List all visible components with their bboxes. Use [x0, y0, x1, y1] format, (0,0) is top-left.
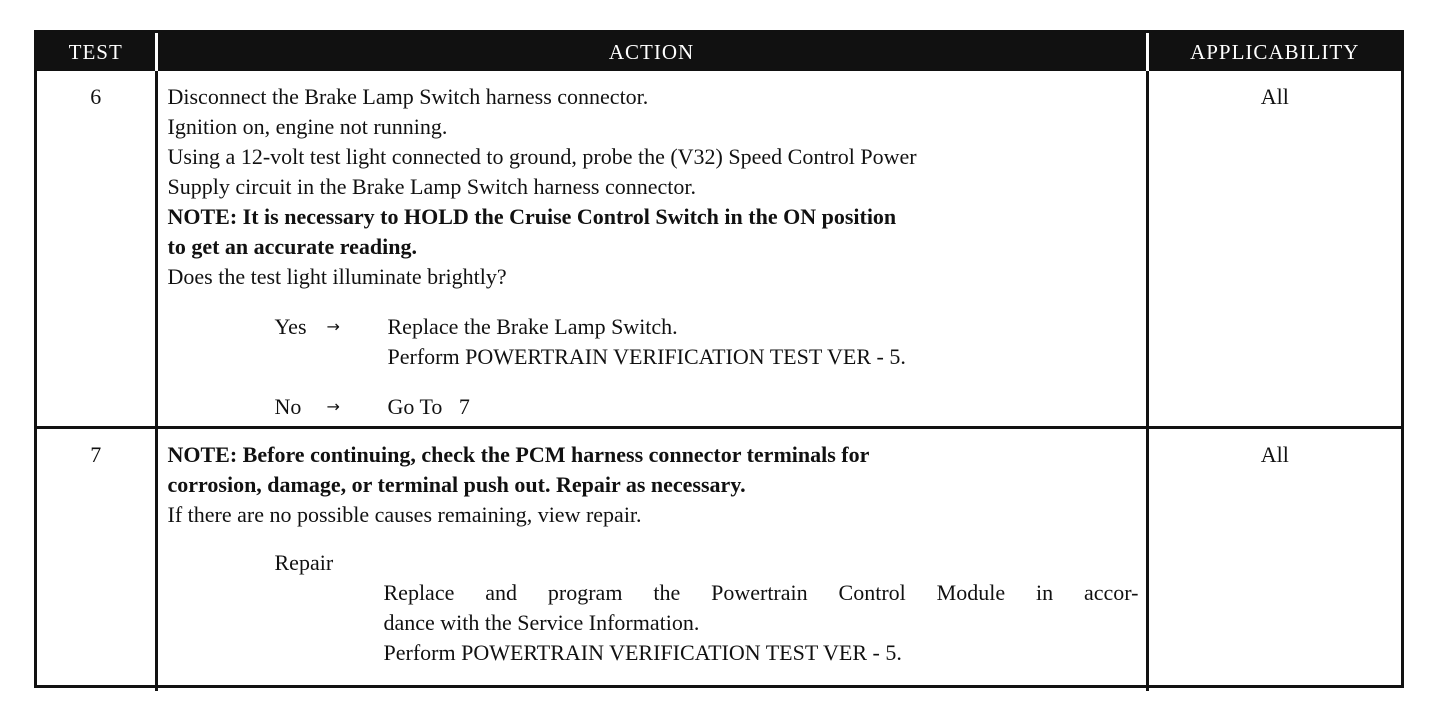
- header-action: ACTION: [156, 33, 1147, 71]
- note-line: to get an accurate reading.: [167, 234, 417, 259]
- applicability-value: All: [1147, 71, 1401, 427]
- yes-result-continued: Perform POWERTRAIN VERIFICATION TEST VER - 5.: [387, 344, 906, 369]
- applicability-value: All: [1147, 427, 1401, 691]
- note-line: NOTE: It is necessary to HOLD the Cruise Control Switch in the ON position: [167, 204, 897, 229]
- note-line: NOTE: Before continuing, check the PCM harness connector terminals for: [167, 441, 870, 467]
- diagnostic-table: [37, 33, 1401, 691]
- right-arrow-icon: →: [326, 317, 340, 336]
- table-row-test-6: [37, 71, 1401, 427]
- test-number: 7: [37, 427, 156, 691]
- diagnostic-table-frame: [34, 30, 1404, 688]
- question-line: Does the test light illuminate brightly?: [167, 264, 507, 289]
- action-line: Disconnect the Brake Lamp Switch harness connector.: [167, 84, 649, 109]
- repair-label: Repair: [274, 549, 334, 575]
- yes-label: Yes: [274, 314, 307, 339]
- table-header-row: [37, 33, 1401, 71]
- repair-line: dance with the Service Information.: [383, 609, 700, 635]
- no-result: Go To 7: [387, 394, 470, 419]
- test-number: 6: [90, 84, 102, 109]
- repair-line: Perform POWERTRAIN VERIFICATION TEST VER - 5.: [383, 639, 902, 665]
- header-test: TEST: [37, 33, 156, 71]
- action-cell: [156, 71, 1147, 427]
- note-line: corrosion, damage, or terminal push out. Repair as necessary.: [167, 471, 746, 497]
- action-line: If there are no possible causes remaining, view repair.: [167, 501, 642, 527]
- action-line: Supply circuit in the Brake Lamp Switch harness connector.: [167, 174, 696, 199]
- repair-line: Replace and program the Powertrain Control Module in accor-: [383, 579, 1139, 605]
- action-line: Ignition on, engine not running.: [167, 114, 448, 139]
- header-applicability: APPLICABILITY: [1147, 33, 1401, 71]
- yes-result: Replace the Brake Lamp Switch.: [387, 314, 678, 339]
- action-line: Using a 12-volt test light connected to ground, probe the (V32) Speed Control Power: [167, 144, 917, 169]
- repair-instructions: [384, 578, 1140, 668]
- right-arrow-icon: →: [326, 397, 340, 416]
- table-row-test-7: [37, 427, 1401, 691]
- no-label: No: [274, 394, 302, 419]
- no-branch: [275, 392, 1140, 422]
- yes-branch: [275, 312, 1140, 342]
- action-cell: [156, 427, 1147, 691]
